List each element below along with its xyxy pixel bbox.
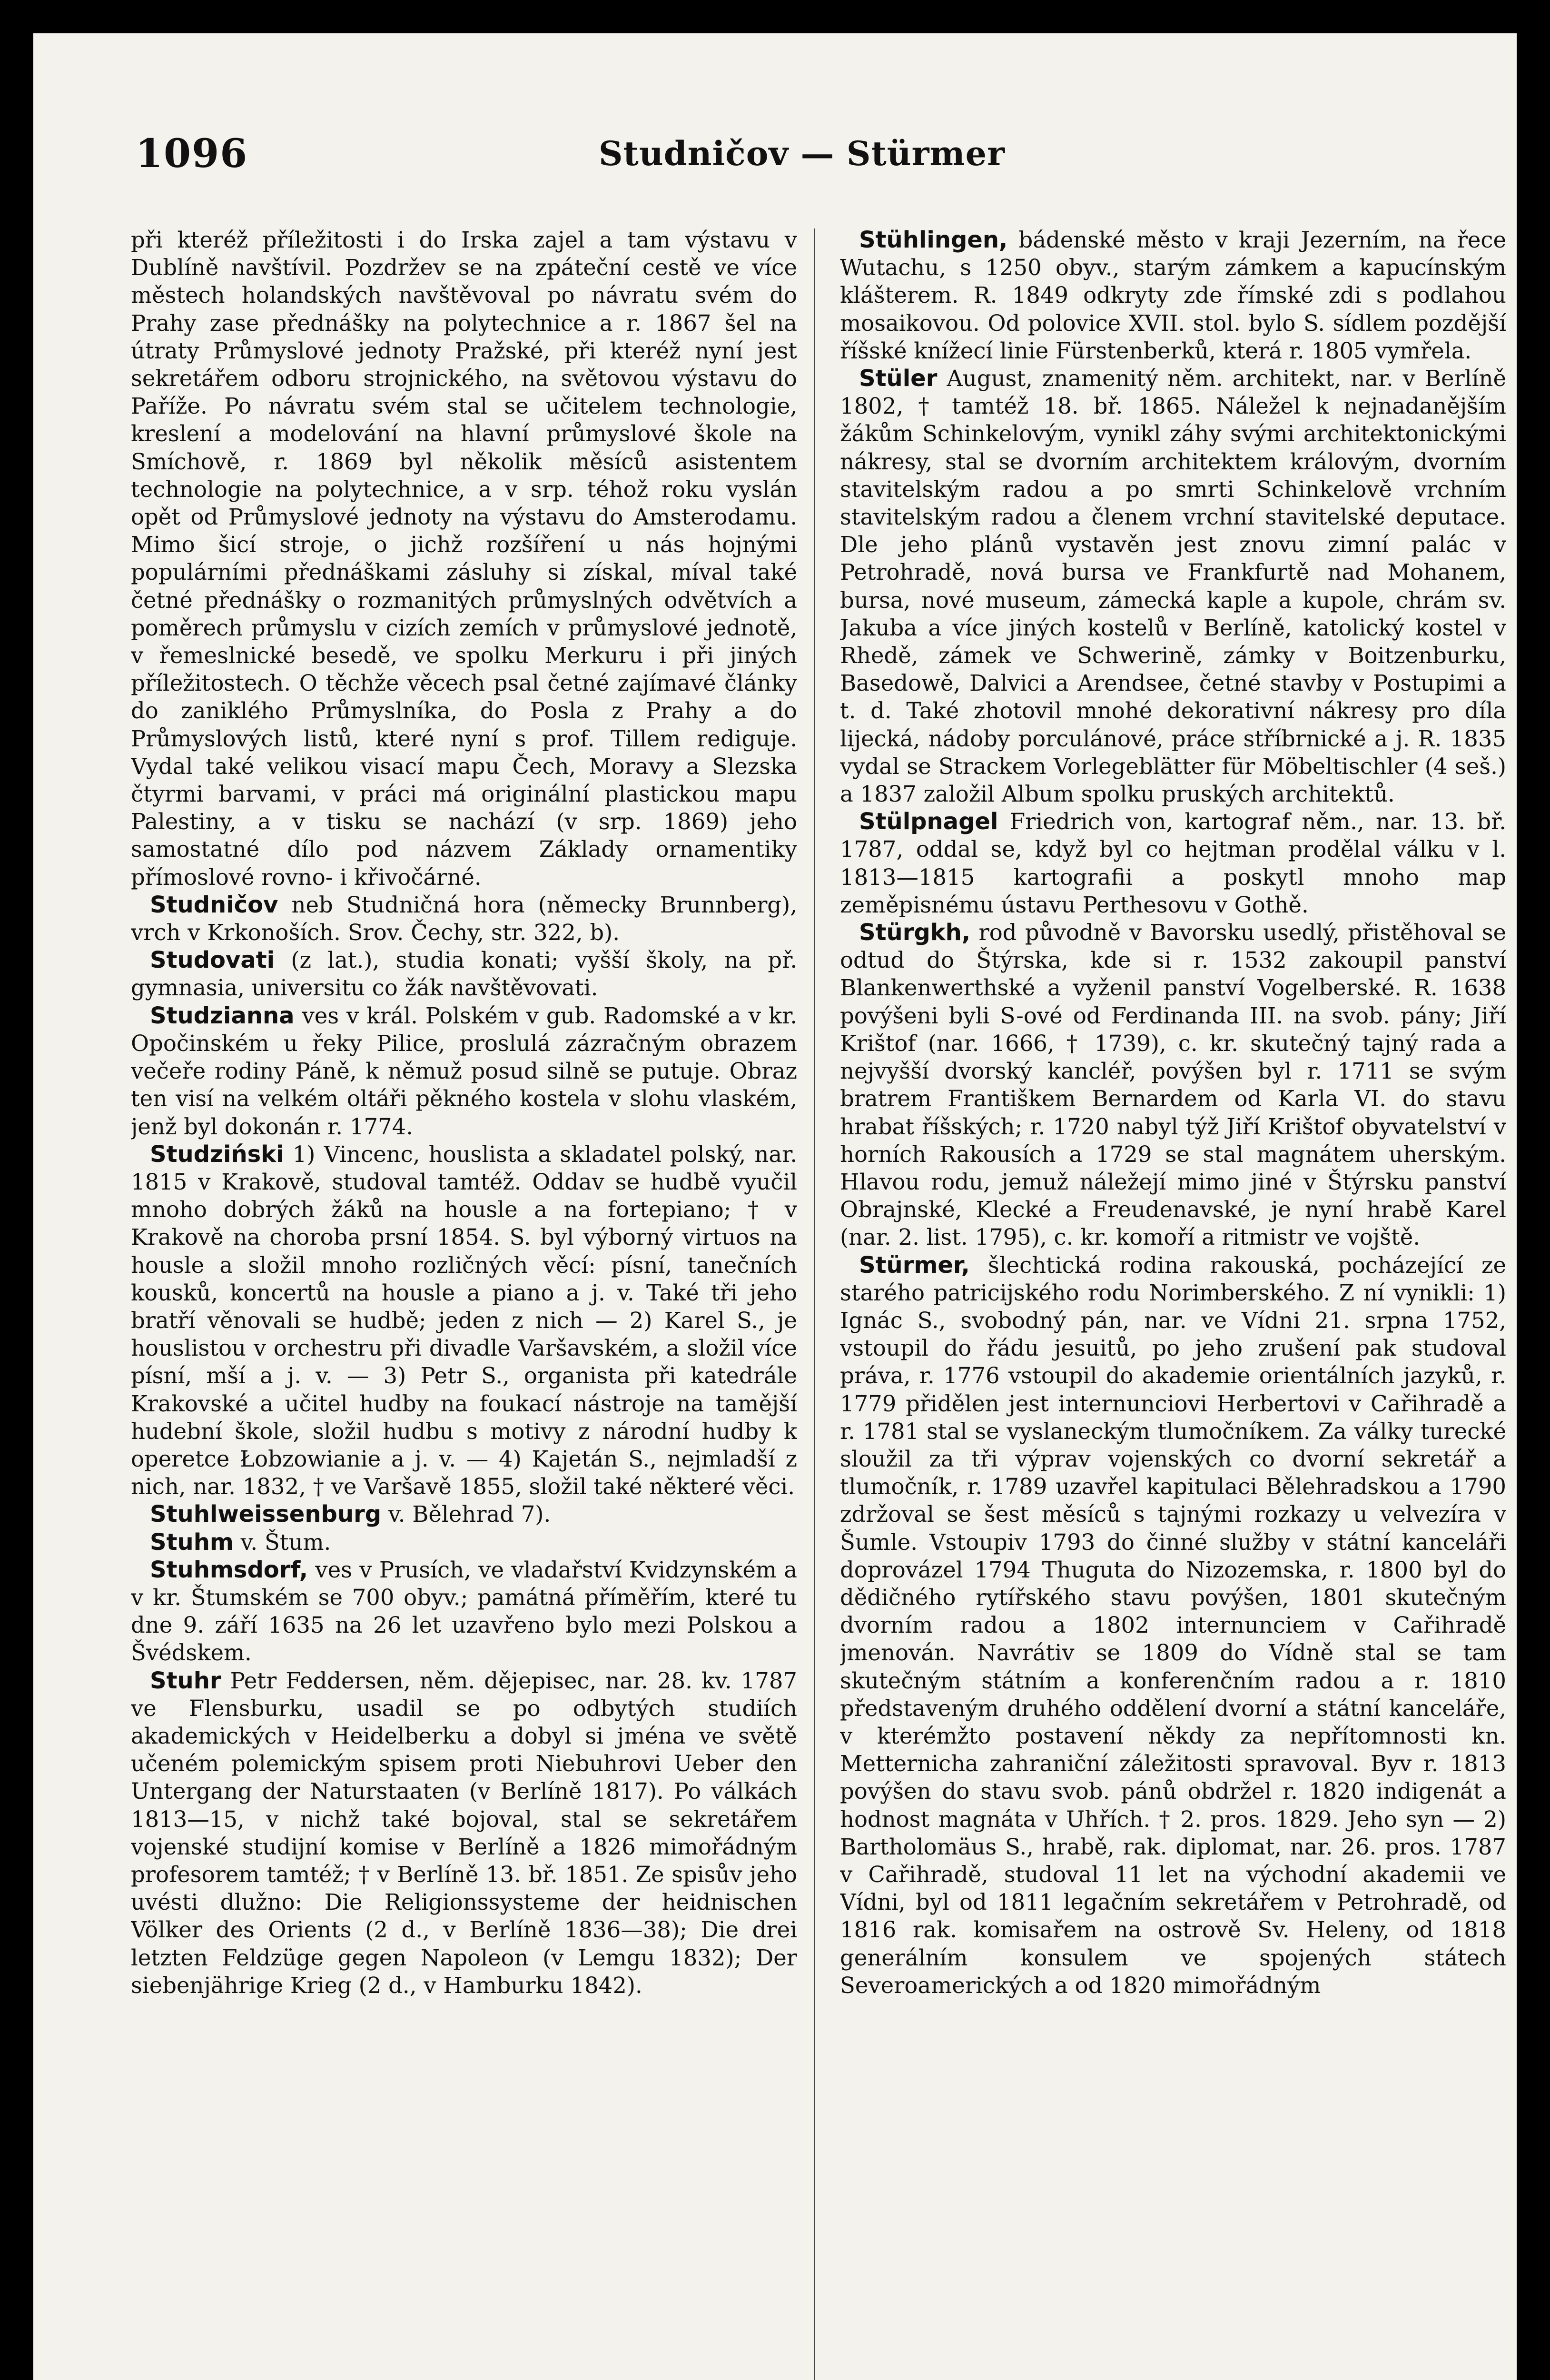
- entry-headword: Stülpnagel: [859, 808, 998, 835]
- entry-text: rod původně v Bavorsku usedlý, přistěhoval se odtud do Štýrska, kde si r. 1532 zakoupil panství Blankenwerthské a vyženil panství Vogelberské. R. 1638 povýšeni byli S-ové od Ferdinanda III. na svob. pány; Jiří Krištof (nar. 1666, † 1739), c. kr. skutečný tajný rada a nejvyšší dvorský kancléř, povýšen byl r. 1711 se svým bratrem Františkem Bernardem od Karla VI. do stavu hrabat říšských; r. 1720 nabyl týž Jiří Krištof obyvatelství v horních Rakousích a 1729 se stal magnátem uherským. Hlavou rodu, jemuž náležejí mimo jiné v Štýrsku panství Obrajnské, Klecké a Freudenavské, je nyní hrabě Karel (nar. 2. list. 1795), c. kr. komoří a ritmistr ve vojště.: [840, 920, 1506, 1250]
- entry-text: Friedrich von, kartograf něm., nar. 13. bř. 1787, oddal se, když byl co hejtman prodělal válku v l. 1813—1815 kartografii a poskytl mnoho map zeměpisnému ústavu Perthesovu v Gothě.: [840, 809, 1506, 918]
- entry-text: neb Studničná hora (německy Brunnberg), vrch v Krkonoších. Srov. Čechy, str. 322, b).: [131, 892, 797, 946]
- dictionary-entry: [840, 1251, 1506, 1999]
- entry-text: při kteréž příležitosti i do Irska zajel a tam výstavu v Dublíně navštívil. Pozdržev se na zpáteční cestě ve více městech holandských navštěvoval po návratu svém do Prahy zase přednášky na polytechnice a r. 1867 šel na útraty Průmyslové jednoty Pražské, při kteréž nyní jest sekretářem odboru strojnického, na světovou výstavu do Paříže. Po návratu svém stal se učitelem technologie, kreslení a modelování na hlavní průmyslové škole na Smíchově, r. 1869 byl několik měsíců asistentem technologie na polytechnice, a v srp. téhož roku vyslán opět od Průmyslové jednoty na výstavu do Amsterodamu. Mimo šicí stroje, o jichž rozšíření u nás hojnými populárními přednáškami zásluhy si získal, míval také četné přednášky o rozmanitých průmyslných odvětvích a poměrech průmyslu v cizích zemích v průmyslové jednotě, v řemeslnické besedě, ve spolku Merkuru i při jiných příležitostech. O těchže věcech psal četné zajímavé články do zaniklého Průmyslníka, do Posla z Prahy a do Průmyslových listů, které nyní s prof. Tillem rediguje. Vydal také velikou visací mapu Čech, Moravy a Slezska čtyrmi barvami, v práci má originální plastickou mapu Palestiny, a v tisku se nachází (v srp. 1869) jeho samostatné dílo pod názvem Základy ornamentiky přímoslové rovno- i křivočárné.: [131, 227, 797, 890]
- entry-headword: Studovati: [150, 947, 275, 974]
- entry-headword: Stürmer,: [859, 1251, 970, 1279]
- entry-headword: Stuhmsdorf,: [150, 1556, 308, 1583]
- entry-headword: Stüler: [859, 365, 938, 392]
- page-header: [136, 131, 1468, 183]
- dictionary-entry: [131, 1140, 797, 1501]
- entry-headword: Stuhm: [150, 1528, 234, 1556]
- entry-headword: Studzianna: [150, 1002, 295, 1029]
- page-number: 1096: [136, 131, 248, 177]
- entry-text: August, znamenitý něm. architekt, nar. v Berlíně 1802, † tamtéž 18. bř. 1865. Náležel k nejnadanějším žákům Schinkelovým, vynikl záhy svými architektonickými nákresy, stal se dvorním architektem královým, dvorním stavitelským radou a po smrti Schinkelově vrchním stavitelským radou a členem vrchní stavitelské deputace. Dle jeho plánů vystavěn jest znovu zimní palác v Petrohradě, nová bursa ve Frankfurtě nad Mohanem, bursa, nové museum, zámecká kaple a kupole, chrám sv. Jakuba a více jiných kostelů v Berlíně, katolický kostel v Rhedě, zámek ve Schwerině, zámky v Boitzenburku, Basedowě, Dalvici a Arendsee, četné stavby v Postupimi a t. d. Také zhotovil mnohé dekorativní nákresy pro díla lijecká, nádoby porculánové, práce stříbrnické a j. R. 1835 vydal se Strackem Vorlegeblätter für Möbeltischler (4 seš.) a 1837 založil Album spolku pruských architektů.: [840, 366, 1506, 807]
- entry-headword: Studziński: [150, 1140, 284, 1168]
- column-divider: [814, 228, 815, 2380]
- dictionary-entry: [131, 1500, 797, 1528]
- dictionary-entry: [840, 365, 1506, 808]
- entry-headword: Stühlingen,: [859, 227, 1008, 253]
- dictionary-entry: [840, 808, 1506, 919]
- right-column: [840, 226, 1506, 2380]
- dictionary-entry: [131, 1528, 797, 1556]
- entry-text: v. Štum.: [240, 1529, 331, 1555]
- entry-text: šlechtická rodina rakouská, pocházející ze starého patricijského rodu Norimberského. Z ní vynikli: 1) Ignác S., svobodný pán, nar. ve Vídni 21. srpna 1752, vstoupil do řádu jesuitů, po jeho zrušení pak studoval práva, r. 1776 vstoupil do akademie orientálních jazyků, r. 1779 přidělen jest internunciovi Herbertovi v Cařihradě a r. 1781 stal se vyslaneckým tlumočníkem. Za války turecké sloužil za tři výprav vojenských co dvorní sekretář a tlumočník, r. 1789 uzavřel kapitulaci Bělehradskou a 1790 zdržoval se šest měsíců s tajnými rozkazy u velvezíra v Šumle. Vstoupiv 1793 do činné služby v státní kanceláři doprovázel 1794 Thuguta do Nizozemska, r. 1800 byl do dědičného rytířského stavu povýšen, 1801 skutečným dvorním radou a 1802 internunciem v Cařihradě jmenován. Navrátiv se 1809 do Vídně stal se tam skutečným státním a konferenčním radou a r. 1810 představeným druhého oddělení dvorní a státní kanceláře, v kterémžto postavení někdy za nepřítomnosti kn. Metternicha zahraniční záležitosti spravoval. Byv r. 1813 povýšen do stavu svob. pánů obdržel r. 1820 indigenát a hodnost magnáta v Uhřích. † 2. pros. 1829. Jeho syn — 2) Bartholomäus S., hrabě, rak. diplomat, nar. 26. pros. 1787 v Cařihradě, studoval 11 let na východní akademii ve Vídni, byl od 1811 legačním sekretářem v Petrohradě, od 1816 rak. komisařem na ostrově Sv. Heleny, od 1818 generálním konsulem ve spojených státech Severoamerických a od 1820 mimořádným: [840, 1252, 1506, 1998]
- running-head: Studničov — Stürmer: [598, 134, 1006, 173]
- dictionary-entry: [131, 891, 797, 946]
- entry-text: (z lat.), studia konati; vyšší školy, na př. gymnasia, universitu co žák navštěvovati.: [131, 947, 797, 1001]
- entry-headword: Stuhlweissenburg: [150, 1501, 382, 1528]
- entry-text: 1) Vincenc, houslista a skladatel polský, nar. 1815 v Krakově, studoval tamtéž. Oddav se hudbě vyučil mnoho dobrých žáků na housle a na fortepiano; † v Krakově na choroba prsní 1854. S. byl výborný virtuos na housle a složil mnoho rozličných věcí: písní, tanečních kousků, koncertů na housle a piano a j. v. Také tři jeho bratří věnovali se hudbě; jeden z nich — 2) Karel S., je houslistou v orchestru při divadle Varšavském, a složil více písní, mší a j. v. — 3) Petr S., organista při katedrále Krakovské a učitel hudby na foukací nástroje na tamější hudební škole, složil hudbu s motivy z národní hudby k operetce Łobzowianie a j. v. — 4) Kajetán S., nejmladší z nich, nar. 1832, † ve Varšavě 1855, složil také některé věci.: [131, 1141, 797, 1500]
- entry-text: bádenské město v kraji Jezerním, na řece Wutachu, s 1250 obyv., starým zámkem a kapucínským klášterem. R. 1849 odkryty zde římské zdi s podlahou mosaikovou. Od polovice XVII. stol. bylo S. sídlem pozdější říšské knížecí linie Fürstenberků, která r. 1805 vymřela.: [840, 227, 1506, 364]
- dictionary-entry: [131, 226, 797, 891]
- dictionary-page: [33, 33, 1517, 2380]
- entry-text: ves v Prusích, ve vladařství Kvidzynském a v kr. Štumském se 700 obyv.; památná příměřím, které tu dne 9. září 1635 na 26 let uzavřeno bylo mezi Polskou a Švédskem.: [131, 1557, 797, 1666]
- entry-text: ves v král. Polském v gub. Radomské a v kr. Opočinském u řeky Pilice, proslulá zázračným obrazem večeře rodiny Páně, k němuž posud silně se putuje. Obraz ten visí na velkém oltáři pěkného kostela v slohu vlaském, jenž byl dokonán r. 1774.: [131, 1002, 797, 1140]
- dictionary-entry: [131, 1556, 797, 1667]
- entry-headword: Stürgkh,: [859, 919, 971, 946]
- entry-text: v. Bělehrad 7).: [388, 1501, 551, 1527]
- dictionary-entry: [131, 1002, 797, 1140]
- dictionary-entry: [131, 946, 797, 1002]
- entry-headword: Studničov: [150, 891, 278, 918]
- left-column: [131, 226, 797, 2380]
- dictionary-entry: [840, 919, 1506, 1251]
- dictionary-entry: [840, 226, 1506, 365]
- dictionary-entry: [131, 1667, 797, 1999]
- entry-headword: Stuhr: [150, 1667, 221, 1694]
- entry-text: Petr Feddersen, něm. dějepisec, nar. 28. kv. 1787 ve Flensburku, usadil se po odbytých studiích akademických v Heidelberku a dobyl si jména ve světě učeném polemickým spisem proti Niebuhrovi Ueber den Untergang der Naturstaaten (v Berlíně 1817). Po válkách 1813—15, v nichž také bojoval, stal se sekretářem vojenské studijní komise v Berlíně a 1826 mimořádným profesorem tamtéž; † v Berlíně 13. bř. 1851. Ze spisův jeho uvésti dlužno: Die Religionssysteme der heidnischen Völker des Orients (2 d., v Berlíně 1836—38); Die drei letzten Feldzüge gegen Napoleon (v Lemgu 1832); Der siebenjährige Krieg (2 d., v Hamburku 1842).: [131, 1667, 797, 1998]
